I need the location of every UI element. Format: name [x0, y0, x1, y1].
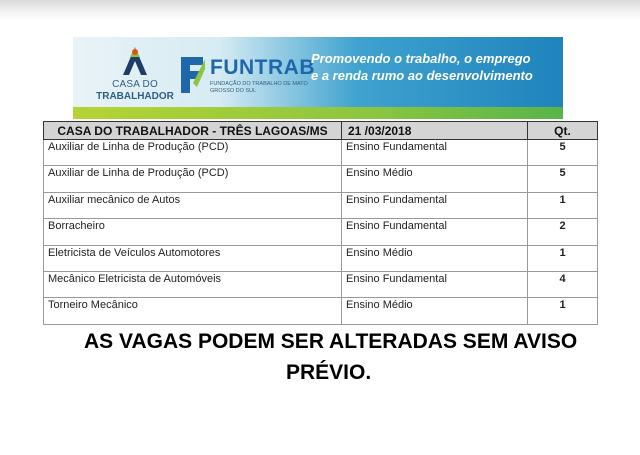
funtrab-name: FUNTRAB	[210, 56, 315, 79]
table-row	[44, 219, 598, 245]
header-qty: Qt.	[528, 122, 598, 140]
job-quantity: 2	[528, 219, 598, 245]
job-position: Borracheiro	[44, 219, 342, 245]
job-quantity: 1	[528, 192, 598, 218]
slogan-line2: e a renda rumo ao desenvolvimento	[311, 68, 533, 83]
job-education: Ensino Médio	[342, 245, 528, 271]
job-quantity: 1	[528, 298, 598, 324]
header-banner	[73, 37, 563, 119]
casa-logo-line1: CASA DO	[112, 79, 158, 90]
job-education: Ensino Fundamental	[342, 219, 528, 245]
table-row	[44, 245, 598, 271]
job-position: Auxiliar de Linha de Produção (PCD)	[44, 140, 342, 166]
job-position: Auxiliar de Linha de Produção (PCD)	[44, 166, 342, 192]
job-quantity: 5	[528, 166, 598, 192]
slogan-line1: Promovendo o trabalho, o emprego	[311, 51, 531, 66]
table-row	[44, 298, 598, 324]
job-quantity: 4	[528, 271, 598, 297]
header-title: CASA DO TRABALHADOR - TRÊS LAGOAS/MS	[44, 122, 342, 140]
job-position: Torneiro Mecânico	[44, 298, 342, 324]
notice-line1: AS VAGAS PODEM SER ALTERADAS SEM AVISO	[84, 330, 578, 353]
casa-logo-line2: TRABALHADOR	[96, 91, 174, 102]
top-shadow	[0, 0, 640, 22]
banner-green-stripe	[73, 107, 563, 119]
job-education: Ensino Fundamental	[342, 140, 528, 166]
funtrab-subtitle: FUNDAÇÃO DO TRABALHO DE MATO GROSSO DO SUL	[210, 81, 308, 94]
job-education: Ensino Fundamental	[342, 271, 528, 297]
job-education: Ensino Fundamental	[342, 192, 528, 218]
table-row	[44, 140, 598, 166]
job-education: Ensino Médio	[342, 166, 528, 192]
table-row	[44, 271, 598, 297]
casa-house-icon	[121, 45, 149, 77]
notice-line2: PRÉVIO.	[286, 361, 372, 384]
table-header-row	[44, 122, 598, 140]
job-position: Mecânico Eletricista de Automóveis	[44, 271, 342, 297]
job-education: Ensino Médio	[342, 298, 528, 324]
job-quantity: 1	[528, 245, 598, 271]
table-row	[44, 166, 598, 192]
banner-slogan	[311, 50, 556, 84]
job-position: Auxiliar mecânico de Autos	[44, 192, 342, 218]
casa-do-trabalhador-logo	[95, 45, 175, 107]
header-date: 21 /03/2018	[342, 122, 528, 140]
table-row	[44, 192, 598, 218]
job-quantity: 5	[528, 140, 598, 166]
job-vacancies-table	[43, 121, 598, 325]
job-position: Eletricista de Veículos Automotores	[44, 245, 342, 271]
funtrab-logo-icon	[177, 53, 207, 97]
